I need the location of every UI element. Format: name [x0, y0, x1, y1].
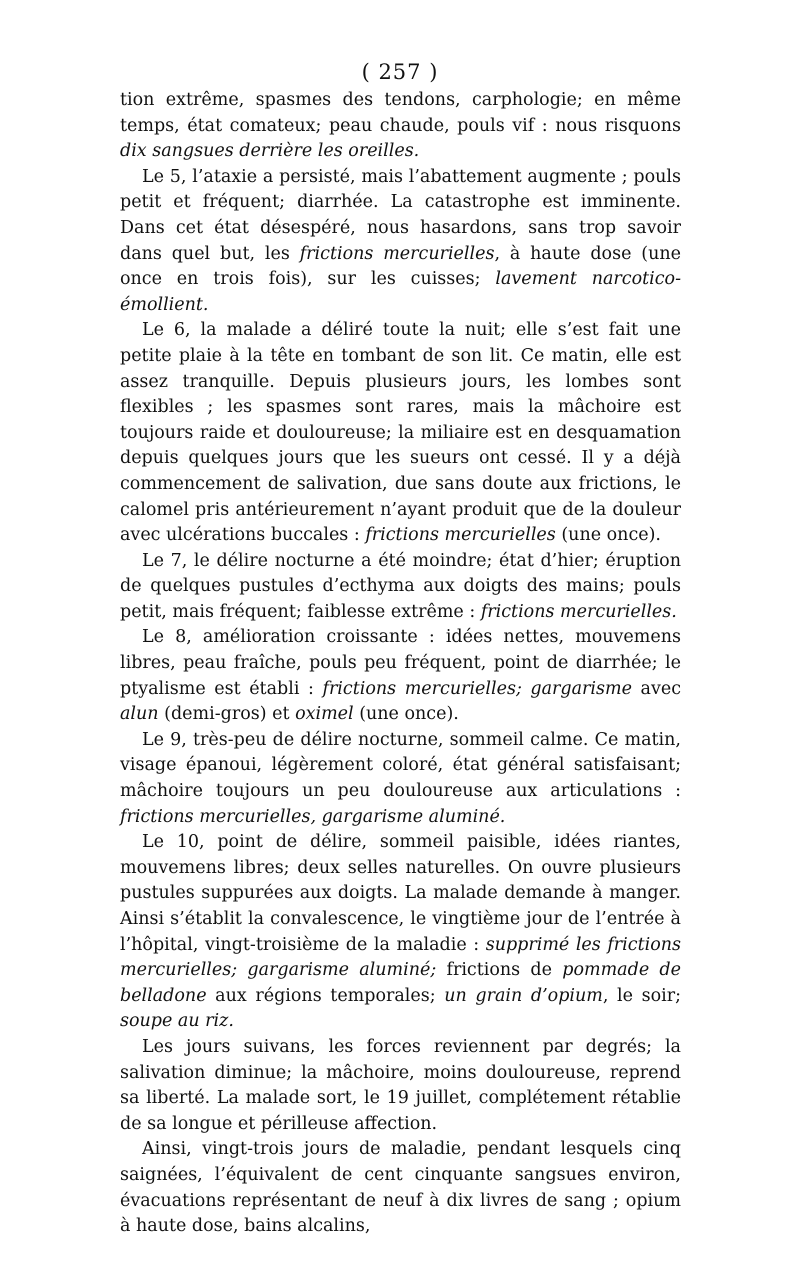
paragraph: [120, 830, 681, 1035]
text-run: , à haute dose (une once en trois fois), sur les cuisses;: [120, 243, 681, 290]
paragraph: [120, 318, 681, 548]
text-run: tion extrême, spasmes des tendons, carphologie; en même temps, état comateux; peau chaude, pouls vif : nous risquons: [120, 90, 681, 136]
italic-text-run: un grain d’opium: [444, 985, 603, 1006]
text-run: Le 8, amélioration croissante : idées nettes, mouvemens libres, peau fraîche, pouls peu fréquent, point de diarrhée; le ptyalisme est établi :: [120, 627, 681, 699]
italic-text-run: alun: [120, 704, 159, 725]
italic-text-run: oximel: [295, 704, 354, 725]
italic-text-run: frictions mercurielles: [299, 243, 495, 264]
text-run: Le 6, la malade a déliré toute la nuit; elle s’est fait une petite plaie à la tête en tombant de son lit. Ce matin, elle est assez tranquille. Depuis plusieurs jours, les lombes sont flexibles ; les spasmes sont rares, mais la mâchoire est toujours raide et douloureuse; la miliaire est en desquamation depuis quelques jours que les sueurs ont cessé. Il y a déjà commencement de salivation, due sans doute aux frictions, le calomel pris antérieurement n’ayant produit que de la douleur avec ulcérations buccales :: [120, 320, 681, 546]
text-run: avec: [631, 678, 682, 699]
body-text: [120, 88, 681, 1240]
paragraph: [120, 165, 681, 319]
paragraph: [120, 1137, 681, 1239]
text-run: (demi-gros) et: [158, 704, 296, 725]
text-run: Les jours suivans, les forces reviennent par degrés; la salivation diminue; la mâchoire, moins douloureuse, reprend sa liberté. La malade sort, le 19 juillet, complétement rétablie de sa longue et périlleuse affection.: [120, 1036, 681, 1134]
paragraph: [120, 549, 681, 626]
text-run: aux régions temporales;: [206, 985, 445, 1006]
italic-text-run: pommade de belladone: [120, 960, 681, 1006]
text-run: Le 5, l’ataxie a persisté, mais l’abattement augmente ; pouls petit et fréquent; diarrhée. La catastrophe est imminente. Dans cet état désespéré, nous hasardons, sans trop savoir dans quel but, les: [120, 166, 681, 264]
text-run: , le soir;: [602, 985, 681, 1006]
page-number: ( 257 ): [361, 60, 439, 84]
paragraph: [120, 88, 681, 165]
text-run: Le 10, point de délire, sommeil paisible, idées riantes, mouvemens libres; deux selles naturelles. On ouvre plusieurs pustules suppurées aux doigts. La malade demande à manger. Ainsi s’établit la convalescence, le vingtième jour de l’entrée à l’hôpital, vingt-troisième de la maladie :: [120, 832, 681, 955]
italic-text-run: soupe au riz.: [120, 1011, 234, 1032]
italic-text-run: supprimé les frictions mercurielles; gargarisme aluminé;: [120, 934, 681, 981]
text-run: Le 7, le délire nocturne a été moindre; état d’hier; éruption de quelques pustules d’ecthyma aux doigts des mains; pouls petit, mais fréquent; faiblesse extrême :: [120, 550, 681, 622]
italic-text-run: frictions mercurielles.: [480, 601, 677, 622]
paragraph: [120, 1035, 681, 1137]
text-run: (une once).: [555, 525, 661, 546]
paragraph: [120, 625, 681, 727]
italic-text-run: dix sangsues derrière les oreilles.: [120, 141, 420, 162]
text-run: (une once).: [353, 704, 459, 725]
italic-text-run: frictions mercurielles; gargarisme: [322, 678, 632, 699]
text-run: frictions de: [436, 960, 563, 981]
text-run: Ainsi, vingt-trois jours de maladie, pendant lesquels cinq saignées, l’équivalent de cent cinquante sangsues environ, évacuations représentant de neuf à dix livres de sang ; opium à haute dose, bains alcalins,: [120, 1139, 681, 1237]
text-run: Le 9, très-peu de délire nocturne, sommeil calme. Ce matin, visage épanoui, légèrement coloré, état général satisfaisant; mâchoire toujours un peu douloureuse aux articulations :: [120, 729, 681, 802]
paragraph: [120, 728, 681, 830]
italic-text-run: lavement narcotico-émollient.: [120, 269, 681, 315]
italic-text-run: frictions mercurielles, gargarisme aluminé.: [120, 806, 506, 827]
italic-text-run: frictions mercurielles: [365, 525, 556, 546]
